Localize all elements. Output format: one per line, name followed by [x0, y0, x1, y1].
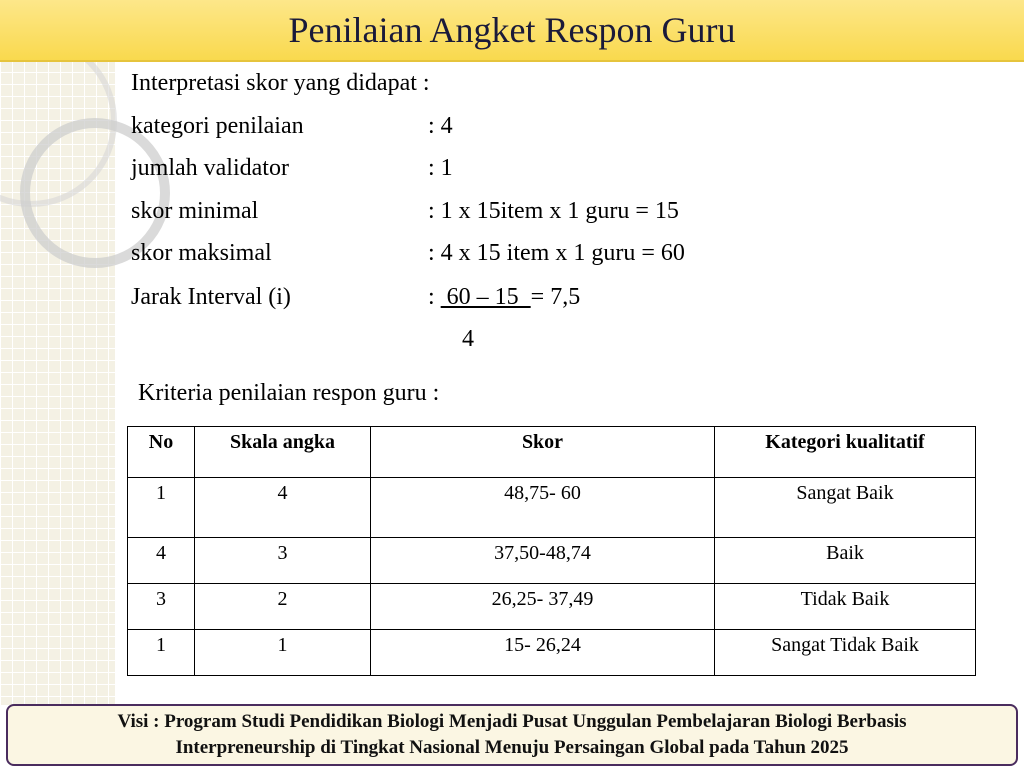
cell-skala: 1 [195, 630, 371, 676]
interval-prefix: : [428, 284, 441, 310]
cell-kategori: Sangat Baik [715, 478, 976, 538]
cell-no: 4 [128, 538, 195, 584]
value-skor-maksimal: : 4 x 15 item x 1 guru = 60 [428, 240, 685, 266]
cell-no: 3 [128, 584, 195, 630]
table-header-row [128, 427, 976, 478]
label-jumlah-validator: jumlah validator [131, 155, 289, 181]
title-bar [0, 0, 1024, 62]
cell-skala: 4 [195, 478, 371, 538]
value-kategori-penilaian: : 4 [428, 113, 453, 139]
criteria-table [127, 426, 976, 676]
cell-kategori: Tidak Baik [715, 584, 976, 630]
value-jarak-interval [428, 284, 580, 311]
value-skor-minimal: : 1 x 15item x 1 guru = 15 [428, 198, 679, 224]
vision-line-2: Interpreneurship di Tingkat Nasional Menuju Persaingan Global pada Tahun 2025 [175, 737, 849, 758]
cell-kategori: Sangat Tidak Baik [715, 630, 976, 676]
vision-footer [6, 704, 1018, 766]
cell-skala: 3 [195, 538, 371, 584]
table-row [128, 538, 976, 584]
interval-result: = 7,5 [530, 284, 581, 310]
page-title: Penilaian Angket Respon Guru [288, 10, 736, 50]
label-skor-minimal: skor minimal [131, 198, 259, 224]
criteria-title: Kriteria penilaian respon guru : [138, 380, 440, 406]
table-row [128, 584, 976, 630]
table-row [128, 630, 976, 676]
cell-kategori: Baik [715, 538, 976, 584]
header-skala-angka: Skala angka [195, 427, 371, 478]
table-row [128, 478, 976, 538]
header-no: No [128, 427, 195, 478]
cell-no: 1 [128, 630, 195, 676]
header-skor: Skor [371, 427, 715, 478]
cell-skala: 2 [195, 584, 371, 630]
header-kategori-kualitatif: Kategori kualitatif [715, 427, 976, 478]
value-jumlah-validator: : 1 [428, 155, 453, 181]
cell-skor: 26,25- 37,49 [371, 584, 715, 630]
cell-no: 1 [128, 478, 195, 538]
interval-numerator: 60 – 15 [440, 284, 531, 310]
vision-line-1: Visi : Program Studi Pendidikan Biologi Menjadi Pusat Unggulan Pembelajaran Biologi Berbasis [117, 711, 907, 732]
label-skor-maksimal: skor maksimal [131, 240, 272, 266]
label-jarak-interval: Jarak Interval (i) [131, 284, 291, 310]
interval-denominator: 4 [462, 326, 474, 352]
cell-skor: 48,75- 60 [371, 478, 715, 538]
label-kategori-penilaian: kategori penilaian [131, 113, 304, 139]
intro-text: Interpretasi skor yang didapat : [131, 70, 430, 96]
cell-skor: 37,50-48,74 [371, 538, 715, 584]
cell-skor: 15- 26,24 [371, 630, 715, 676]
